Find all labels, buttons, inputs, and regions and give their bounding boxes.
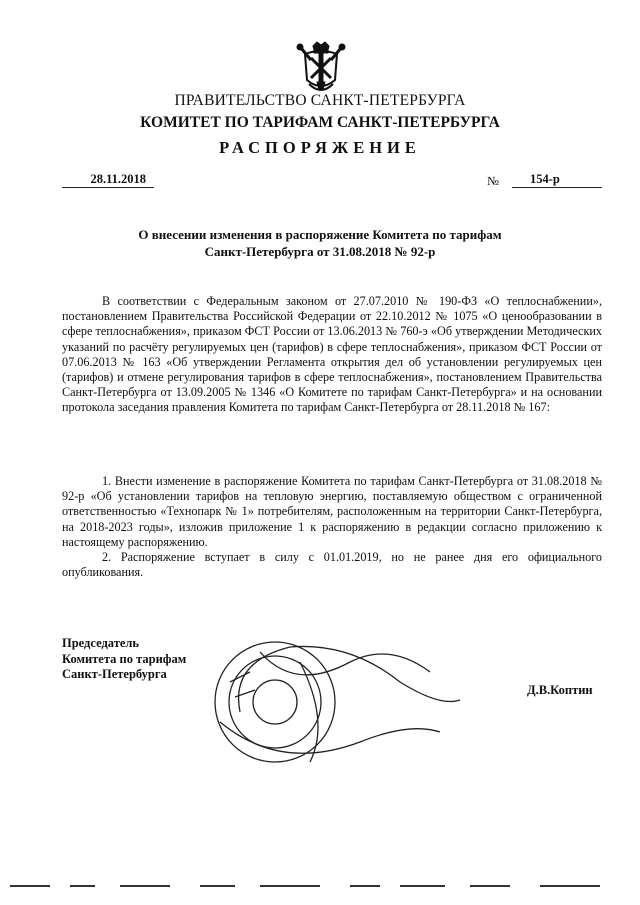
scan-artifact	[0, 880, 640, 892]
signatory-name: Д.В.Коптин	[527, 683, 593, 697]
subject-line-1: О внесении изменения в распоряжение Комитета по тарифам	[138, 227, 502, 242]
coat-of-arms-icon	[293, 40, 349, 98]
committee-title: КОМИТЕТ ПО ТАРИФАМ САНКТ-ПЕТЕРБУРГА	[140, 114, 500, 131]
item-2: 2. Распоряжение вступает в силу с 01.01.2019, но не ранее дня его официального опубликования.	[62, 550, 602, 580]
signatory-title-line-2: Комитета по тарифам	[62, 651, 187, 666]
document-type: РАСПОРЯЖЕНИЕ	[219, 138, 421, 157]
number-label: №	[487, 174, 499, 188]
signatory-title	[62, 636, 186, 683]
subject-line-2: Санкт-Петербурга от 31.08.2018 № 92-р	[204, 244, 436, 259]
seal-and-signature-icon	[200, 622, 470, 782]
document-number: 154-р	[512, 172, 602, 188]
signatory-title-line-3: Санкт-Петербурга	[62, 667, 167, 681]
preamble-text: В соответствии с Федеральным законом от 27.07.2010 № 190-ФЗ «О теплоснабжении», постановлением Правительства Российской Федерации от 22.10.2012 № 1075 «О ценообразовании в сфере теплоснабжения», приказом ФСТ России от 13.06.2013 № 760-э «Об утверждении Методических указаний по расчёту регулируемых цен (тарифов) в сфере теплоснабжения», приказом ФСТ России от 07.06.2013 № 163 «Об утверждении Регламента открытия дел об установлении регулируемых цен (тарифов) и отмене регулирования тарифов в сфере теплоснабжения», постановлением Правительства Санкт-Петербурга от 13.09.2005 № 1346 «О Комитете по тарифам Санкт-Петербурга» и на основании протокола заседания правления Комитета по тарифам Санкт-Петербурга от 28.11.2018 № 167:	[62, 294, 602, 415]
preamble-block	[62, 294, 602, 416]
items-block	[62, 474, 602, 580]
government-title: ПРАВИТЕЛЬСТВО САНКТ-ПЕТЕРБУРГА	[174, 92, 466, 109]
signatory-title-line-1: Председатель	[62, 636, 140, 650]
document-date: 28.11.2018	[62, 172, 154, 188]
item-1: 1. Внести изменение в распоряжение Комитета по тарифам Санкт-Петербурга от 31.08.2018 № 92-р «Об установлении тарифов на тепловую энергию, поставляемую обществом с ограниченной ответственностью «Технопарк № 1» потребителям, расположенным на территории Санкт-Петербурга, на 2018-2023 годы», изложив приложение 1 к распоряжению в редакции согласно приложению к настоящему распоряжению.	[62, 474, 602, 549]
